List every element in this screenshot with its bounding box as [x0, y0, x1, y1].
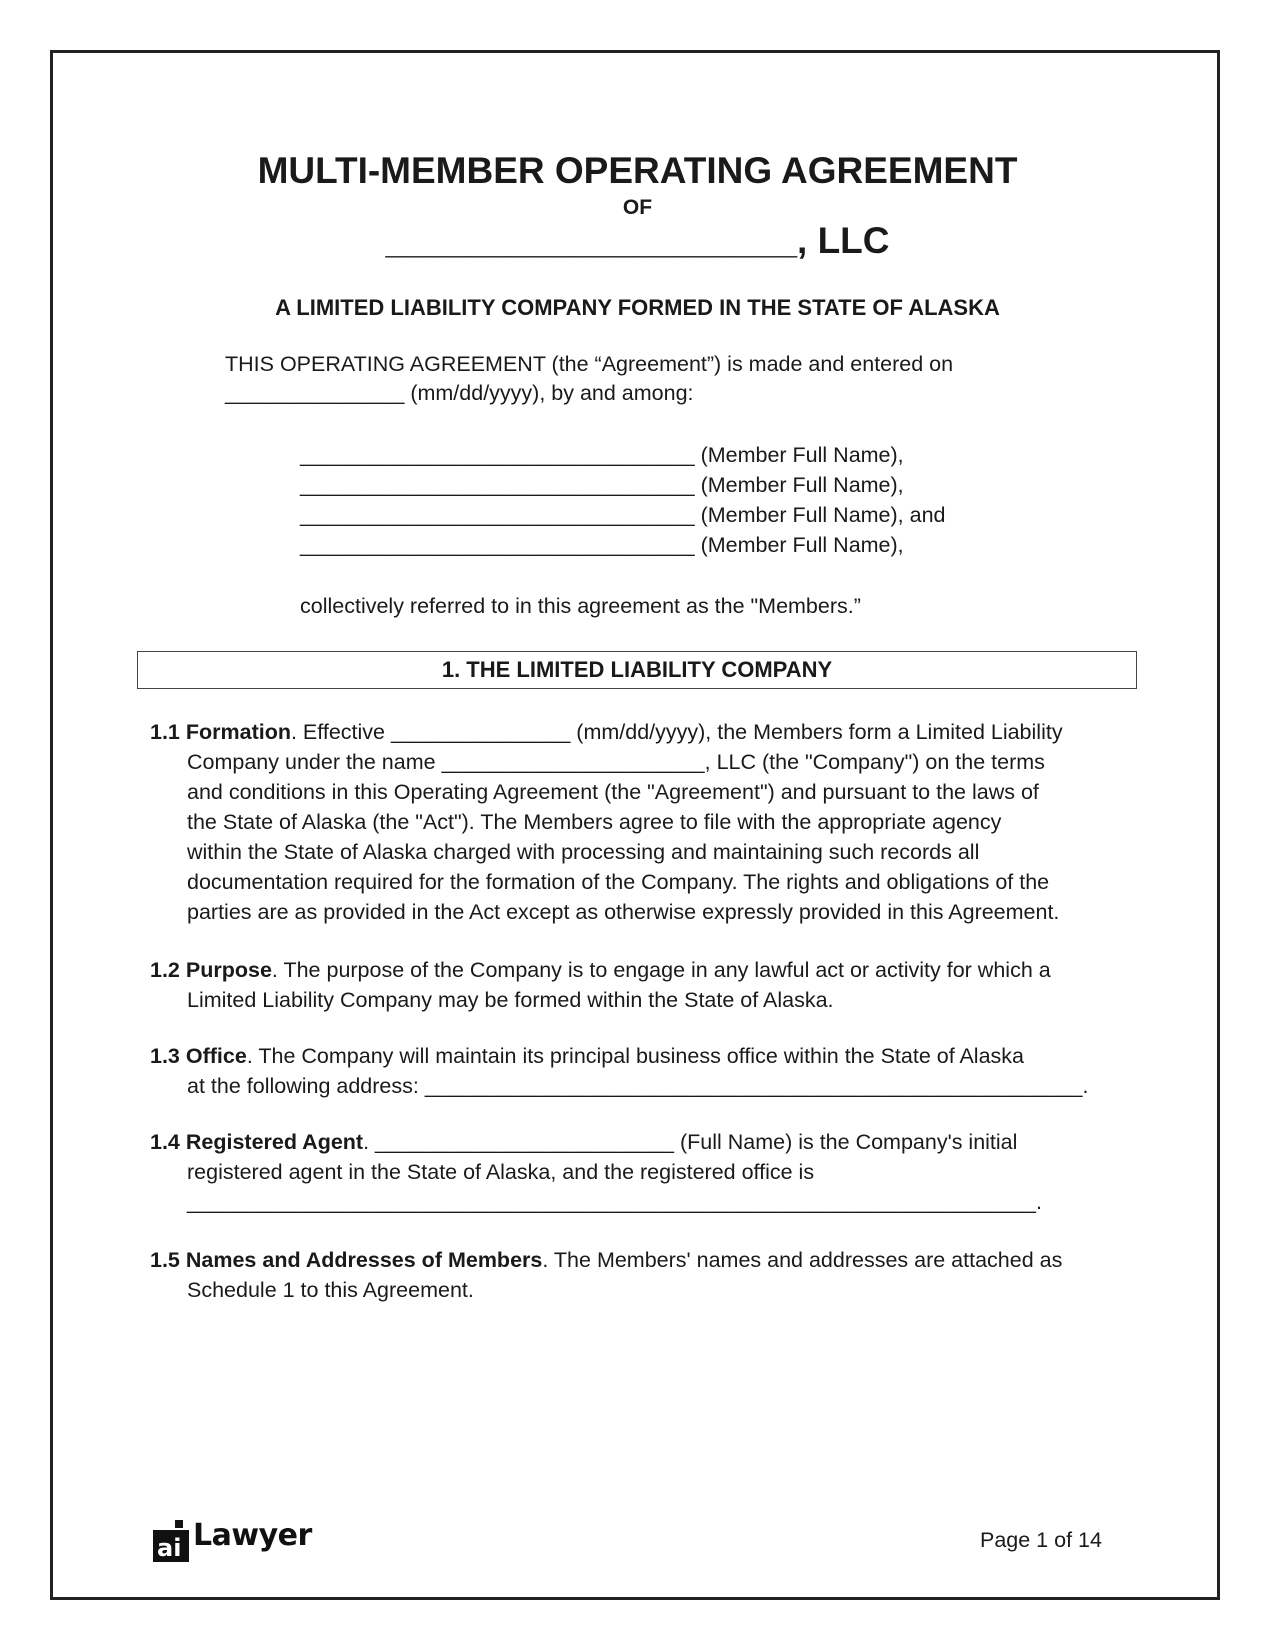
paragraph-text: . _________________________ (Full Name) is the Company's initial [363, 1130, 1018, 1154]
paragraph-line: at the following address: _______________________________________________________. [187, 1074, 1089, 1098]
member-name-line: _________________________________ (Member Full Name), [300, 473, 904, 497]
paragraph-line: Limited Liability Company may be formed within the State of Alaska. [187, 988, 834, 1012]
paragraph-text: . Effective _______________ (mm/dd/yyyy), the Members form a Limited Liability [290, 720, 1063, 744]
paragraph-members [150, 1245, 1140, 1305]
paragraph-number: 1.2 [150, 958, 180, 982]
paragraph-heading: Formation [185, 720, 291, 744]
paragraph-line: within the State of Alaska charged with processing and maintaining such records all [187, 840, 980, 864]
intro-line-1: THIS OPERATING AGREEMENT (the “Agreement”) is made and entered on [225, 352, 954, 376]
paragraph-number: 1.1 [150, 720, 180, 744]
state-subtitle: A LIMITED LIABILITY COMPANY FORMED IN THE STATE OF ALASKA [275, 295, 1000, 320]
paragraph-text: . The Company will maintain its principal business office within the State of Alaska [246, 1044, 1024, 1068]
paragraph-heading: Registered Agent [185, 1130, 364, 1154]
ai-logo-mark-icon [153, 1520, 189, 1562]
llc-name-blank: ____________________, LLC [385, 220, 890, 261]
paragraph-line: parties are as provided in the Act except as otherwise expressly provided in this Agreement. [187, 900, 1060, 924]
ailawyer-logo [153, 1514, 333, 1564]
paragraph-number: 1.4 [150, 1130, 180, 1154]
paragraph-registered-agent [150, 1127, 1140, 1217]
paragraph-line: _______________________________________________________________________. [187, 1190, 1042, 1214]
document-title: MULTI-MEMBER OPERATING AGREEMENT [257, 150, 1018, 191]
paragraph-line: Company under the name ______________________, LLC (the "Company") on the terms [187, 750, 1045, 774]
paragraph-formation [150, 717, 1140, 927]
paragraph-number: 1.5 [150, 1248, 180, 1272]
collectively-line: collectively referred to in this agreement as the "Members.” [300, 594, 861, 618]
paragraph-text: . The Members' names and addresses are attached as [542, 1248, 1063, 1272]
paragraph-heading: Purpose [185, 958, 272, 982]
logo-wordmark: Lawyer [193, 1518, 312, 1553]
paragraph-number: 1.3 [150, 1044, 180, 1068]
paragraph-line: documentation required for the formation of the Company. The rights and obligations of the [187, 870, 1050, 894]
paragraph-text: . The purpose of the Company is to engage in any lawful act or activity for which a [271, 958, 1051, 982]
paragraph-line: and conditions in this Operating Agreement (the "Agreement") and pursuant to the laws of [187, 780, 1039, 804]
member-name-line: _________________________________ (Member Full Name), and [300, 503, 946, 527]
paragraph-heading: Names and Addresses of Members [185, 1248, 543, 1272]
paragraph-line: the State of Alaska (the "Act"). The Members agree to file with the appropriate agency [187, 810, 1002, 834]
paragraph-purpose [150, 955, 1140, 1015]
paragraph-heading: Office [185, 1044, 247, 1068]
title-of: OF [622, 196, 653, 219]
section-heading: 1. THE LIMITED LIABILITY COMPANY [137, 651, 1137, 689]
logo-ai-text: ai [157, 1534, 182, 1562]
intro-line-2: _______________ (mm/dd/yyyy), by and among: [225, 381, 694, 405]
member-name-line: _________________________________ (Member Full Name), [300, 443, 904, 467]
paragraph-line: Schedule 1 to this Agreement. [187, 1278, 474, 1302]
member-name-line: _________________________________ (Member Full Name), [300, 533, 904, 557]
paragraph-office [150, 1041, 1140, 1101]
page-number: Page 1 of 14 [980, 1528, 1102, 1552]
paragraph-line: registered agent in the State of Alaska, and the registered office is [187, 1160, 815, 1184]
